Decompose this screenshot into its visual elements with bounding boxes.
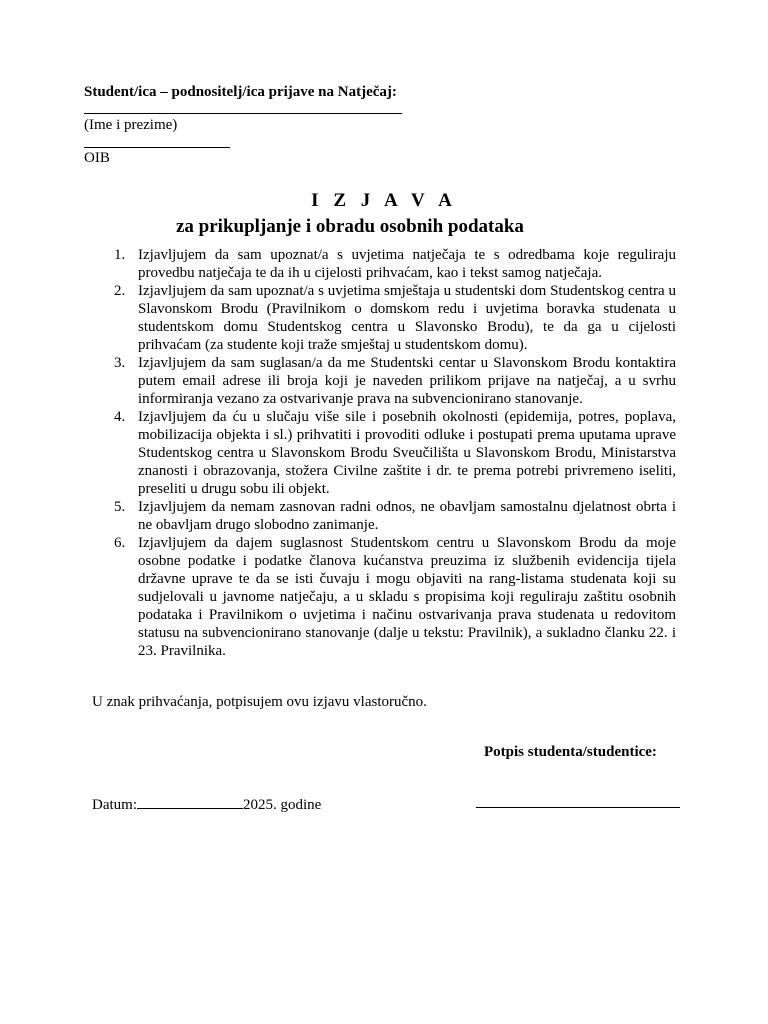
date-suffix: 2025. godine	[243, 797, 322, 813]
document-title: I Z J A V A	[311, 190, 457, 211]
oib-label: OIB	[84, 150, 110, 166]
signature-label: Potpis studenta/studentice:	[484, 744, 657, 760]
item-number: 3.	[114, 355, 126, 371]
signature-blank-line	[476, 791, 680, 808]
item-text: Izjavljujem da sam upoznat/a s uvjetima natječaja te s odredbama koje reguliraju provedbu natječaja te da ih u cijelosti prihvaćam, kao i tekst samog natječaja.	[138, 247, 676, 281]
date-label: Datum:	[92, 797, 137, 813]
declaration-item	[114, 498, 676, 534]
declaration-list	[114, 246, 676, 660]
date-row	[92, 794, 321, 814]
declaration-item	[114, 408, 676, 498]
item-number: 5.	[114, 499, 126, 515]
item-text: Izjavljujem da dajem suglasnost Studentskom centru u Slavonskom Brodu da moje osobne podatke i podatke članova kućanstva preuzima iz službenih evidencija tijela državne uprave te da se isti čuvaju i mogu objaviti na rang-listama studenata koji su sudjelovali u javnome natječaju, a u skladu s propisima koji reguliraju zaštitu osobnih podataka i Pravilnikom o uvjetima i načinu ostvarivanja prava studenata u redovitom statusu na subvencionirano stanovanje (dalje u tekstu: Pravilnik), a sukladno članku 22. i 23. Pravilnika.	[138, 535, 676, 659]
declaration-item	[114, 282, 676, 354]
declaration-item	[114, 354, 676, 408]
item-number: 4.	[114, 409, 126, 425]
name-caption: (Ime i prezime)	[84, 117, 178, 133]
declaration-item	[114, 534, 676, 660]
date-blank-line	[137, 794, 243, 809]
item-text: Izjavljujem da sam suglasan/a da me Studentski centar u Slavonskom Brodu kontaktira putem email adrese ili broja koji je naveden prilikom prijave na natječaj, a u svrhu informiranja vezano za ostvarivanje prava na subvencionirano stanovanje.	[138, 355, 676, 407]
item-number: 6.	[114, 535, 126, 551]
declaration-item	[114, 246, 676, 282]
applicant-label: Student/ica – podnositelj/ica prijave na Natječaj:	[84, 84, 397, 100]
item-number: 1.	[114, 247, 126, 263]
document-subtitle: za prikupljanje i obradu osobnih podataka	[176, 216, 524, 237]
item-number: 2.	[114, 283, 126, 299]
item-text: Izjavljujem da ću u slučaju više sile i posebnih okolnosti (epidemija, potres, poplava, mobilizacija objekta i sl.) prihvatiti i provoditi odluke i postupati prema uputama uprave Studentskog centra u Slavonskom Brodu Sveučilišta u Slavonskom Brodu, Ministarstva znanosti i obrazovanja, stožera Civilne zaštite i dr. te prema potrebi privremeno iseliti, preseliti u drugu sobu ili objekt.	[138, 409, 676, 497]
oib-blank-line	[84, 129, 230, 148]
name-blank-line	[84, 95, 402, 114]
item-text: Izjavljujem da sam upoznat/a s uvjetima smještaja u studentski dom Studentskog centra u Slavonskom Brodu (Pravilnikom o domskom redu i uvjetima boravka studenata u studentskom domu Studentskog centra u Slavonsko Brodu), te da ga u cijelosti prihvaćam (za studente koji traže smještaj u studentskom domu).	[138, 283, 676, 353]
agreement-text: U znak prihvaćanja, potpisujem ovu izjavu vlastoručno.	[92, 694, 427, 710]
item-text: Izjavljujem da nemam zasnovan radni odnos, ne obavljam samostalnu djelatnost obrta i ne obavljam drugo slobodno zanimanje.	[138, 499, 676, 533]
